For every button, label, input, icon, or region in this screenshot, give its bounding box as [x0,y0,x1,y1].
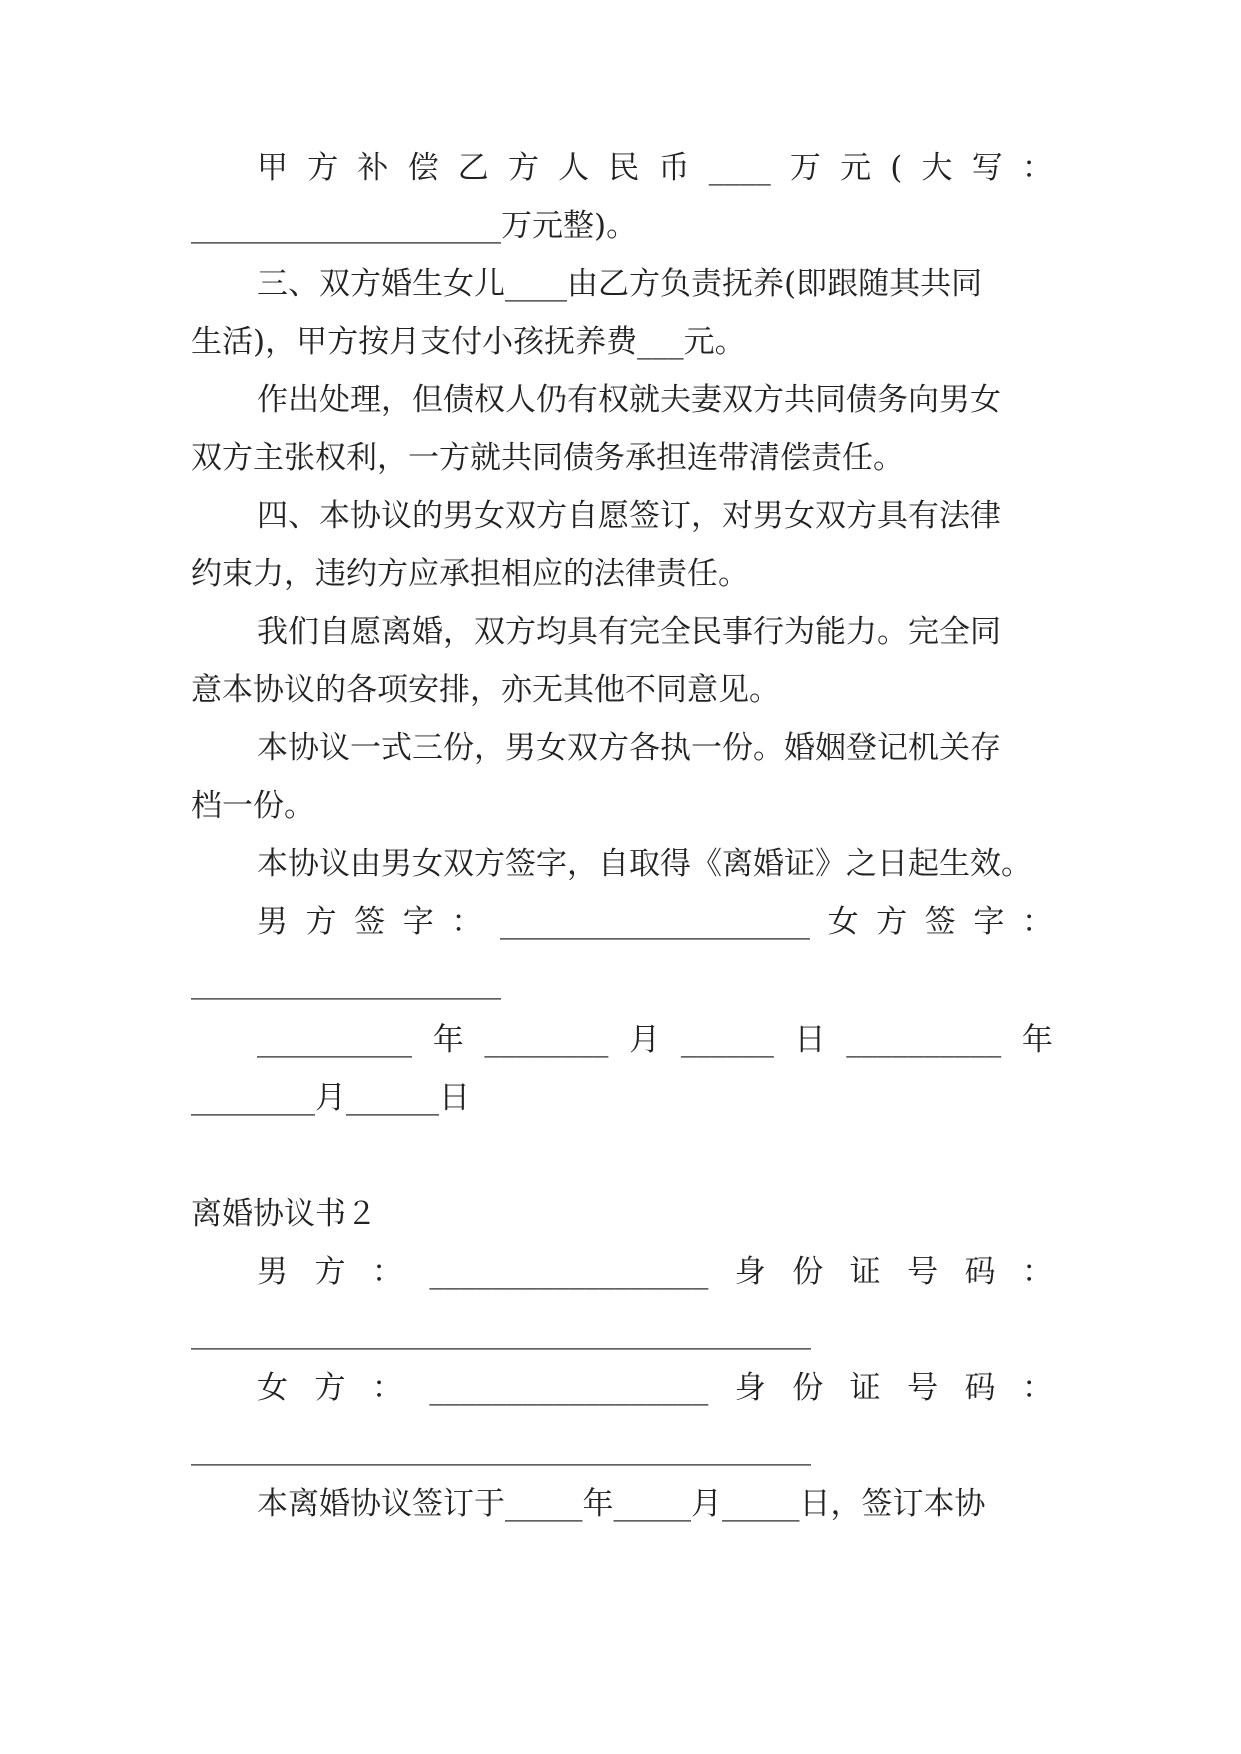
text-char: 偿 [407,150,439,186]
section-title: 离婚协议书２ [191,1196,377,1232]
text-char: 女 [257,1370,288,1406]
paragraph-line: 三、双方婚生女儿____由乙方负责抚养(即跟随其共同 [257,266,983,302]
text-char: 补 [357,150,389,186]
text-char: 元 [840,150,872,186]
text-char: 字 [973,904,1005,940]
text-char: 写 [971,150,1003,186]
paragraph-line: 约束力，违约方应承担相应的法律责任。 [191,556,749,592]
text-char: ： [451,904,483,940]
text-char: 签 [354,904,386,940]
paragraph-line: 双方主张权利，一方就共同债务承担连带清偿责任。 [191,440,904,476]
female-id-blank: ________________________________________ [191,1430,811,1466]
text-char: 民 [608,150,640,186]
text-char: ： [1021,1370,1053,1406]
text-char: ： [1021,1254,1053,1290]
date-blank: ______ [680,1022,774,1058]
text-char: 码 [964,1370,996,1406]
text-char: ： [1021,150,1053,186]
amount-blank: ____ [708,150,771,186]
paragraph-line: 作出处理，但债权人仍有权就夫妻双方共同债务向男女 [257,382,1001,418]
paragraph-line: 本协议一式三份，男女双方各执一份。婚姻登记机关存 [257,730,1001,766]
compensation-line [191,148,1053,188]
text-char: 码 [964,1254,996,1290]
text-char: 号 [907,1254,939,1290]
text-char: 字 [402,904,434,940]
text-char: 身 [734,1370,766,1406]
text-char: 证 [849,1254,881,1290]
text-char: 男 [257,904,288,940]
text-char: 号 [907,1370,939,1406]
text-char: ： [1021,904,1053,940]
male-name-blank: __________________ [429,1254,709,1290]
text-char: 份 [792,1370,824,1406]
text-char: 年 [1021,1022,1053,1058]
female-name-blank: __________________ [429,1370,709,1406]
date-line [191,1020,1053,1060]
text-char: 年 [432,1022,464,1058]
text-char: ： [371,1254,403,1290]
paragraph-line: 本协议由男女双方签字，自取得《离婚证》之日起生效。 [257,846,1032,882]
signature-line [191,902,1053,942]
male-party-line [191,1252,1053,1292]
text-char: 币 [658,150,690,186]
text-char: 月 [629,1022,661,1058]
date-blank: __________ [846,1022,1002,1058]
text-char: 甲 [257,150,288,186]
text-char: 方 [314,1370,346,1406]
paragraph-line: 我们自愿离婚，双方均具有完全民事行为能力。完全同 [257,614,1001,650]
male-id-blank: ________________________________________ [191,1314,811,1350]
text-char: 女 [827,904,859,940]
text-char: 乙 [457,150,489,186]
paragraph-line: 四、本协议的男女双方自愿签订，对男女双方具有法律 [257,498,1001,534]
text-char: 方 [314,1254,346,1290]
text-char: 万 [789,150,821,186]
text-char: 身 [734,1254,766,1290]
text-char: ( [890,150,903,186]
text-char: 方 [507,150,539,186]
text-char: 方 [305,904,337,940]
paragraph-line: ____________________万元整)。 [191,208,638,244]
paragraph-line: 本离婚协议签订于_____年_____月_____日，签订本协 [257,1486,986,1522]
text-char: 日 [794,1022,826,1058]
female-party-line [191,1368,1053,1408]
paragraph-line: 档一份。 [191,788,315,824]
female-signature-blank: ____________________ [191,964,501,1000]
date-blank: ________ [484,1022,609,1058]
male-signature-blank: ____________________ [499,904,810,940]
text-char: 证 [849,1370,881,1406]
text-char: 大 [921,150,953,186]
paragraph-line: 生活)，甲方按月支付小孩抚养费___元。 [191,324,746,360]
text-char: 方 [876,904,908,940]
text-char: ： [371,1370,403,1406]
text-char: 份 [792,1254,824,1290]
date-blank: __________ [257,1022,412,1058]
date-line-continued: ________月______日 [191,1080,470,1116]
text-char: 人 [558,150,590,186]
text-char: 签 [924,904,956,940]
paragraph-line: 意本协议的各项安排，亦无其他不同意见。 [191,672,780,708]
text-char: 方 [307,150,339,186]
text-char: 男 [257,1254,288,1290]
